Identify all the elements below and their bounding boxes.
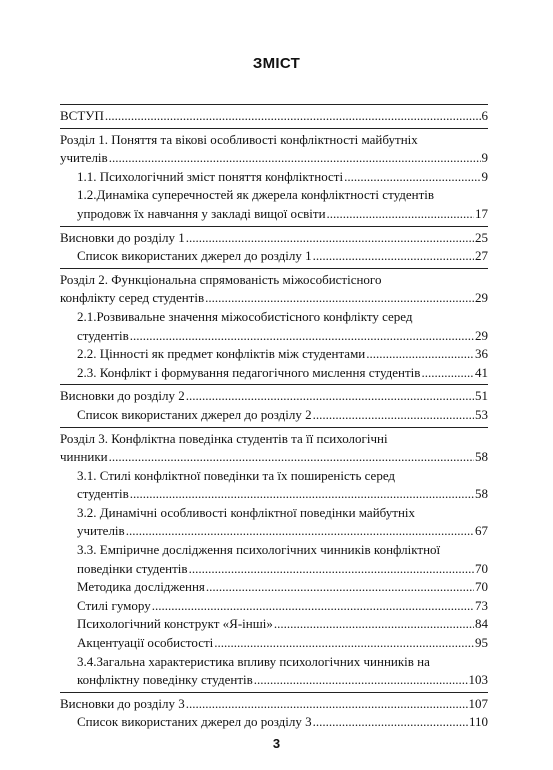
dot-leader	[313, 713, 468, 732]
dot-leader	[186, 387, 474, 406]
toc-section	[60, 268, 488, 385]
toc-entry-text: Список використаних джерел до розділу 1	[77, 248, 312, 264]
toc-entry-line	[60, 695, 488, 714]
dot-leader	[274, 615, 474, 634]
dot-leader	[214, 634, 474, 653]
table-of-contents	[60, 104, 488, 734]
toc-page-number: 17	[475, 205, 488, 221]
toc-entry-line	[60, 430, 488, 449]
toc-entry-line	[60, 671, 488, 690]
toc-page-number: 27	[475, 248, 488, 264]
toc-section	[60, 104, 488, 128]
toc-page-number: 110	[468, 714, 488, 730]
page-number: 3	[272, 736, 281, 751]
dot-leader	[186, 695, 468, 714]
toc-entry-line	[60, 578, 488, 597]
toc-entry-line	[60, 406, 488, 425]
dot-leader	[206, 578, 474, 597]
toc-entry-line	[60, 615, 488, 634]
toc-page-number: 103	[468, 672, 488, 688]
toc-section	[60, 128, 488, 226]
toc-page-number: 51	[475, 388, 488, 404]
dot-leader	[186, 229, 474, 248]
toc-entry-text: 2.3. Конфлікт і формування педагогічного мислення студентів	[77, 364, 421, 380]
toc-page-number: 84	[475, 616, 488, 632]
toc-entry-text: 3.3. Емпіричне дослідження психологічних чинників конфліктної	[77, 542, 441, 558]
toc-page-number: 29	[475, 327, 488, 343]
dot-leader	[254, 671, 468, 690]
toc-entry-line	[60, 387, 488, 406]
toc-entry-line	[60, 467, 488, 486]
toc-entry-text: 3.1. Стилі конфліктної поведінки та їх поширеність серед	[77, 467, 396, 483]
toc-entry-text: 3.2. Динамічні особливості конфліктної поведінки майбутніх	[77, 504, 416, 520]
toc-page-number: 29	[475, 290, 488, 306]
toc-entry-text: учителів	[60, 150, 108, 166]
toc-page-number: 70	[475, 579, 488, 595]
toc-page-number: 9	[481, 168, 488, 184]
toc-entry-line	[60, 653, 488, 672]
dot-leader	[152, 597, 474, 616]
toc-entry-text: Розділ 1. Поняття та вікові особливості конфліктності майбутніх	[60, 131, 418, 147]
toc-entry-line	[60, 229, 488, 248]
toc-entry-text: студентів	[77, 486, 129, 502]
toc-entry-text: конфліктну поведінку студентів	[77, 672, 253, 688]
toc-page-number: 41	[475, 364, 488, 380]
toc-entry-line	[60, 186, 488, 205]
toc-entry-line	[60, 205, 488, 224]
toc-entry-line	[60, 560, 488, 579]
toc-page-number: 67	[475, 523, 488, 539]
toc-entry-text: Висновки до розділу 2	[60, 388, 185, 404]
dot-leader	[344, 168, 480, 187]
toc-section	[60, 692, 488, 734]
dot-leader	[313, 406, 474, 425]
dot-leader	[189, 560, 474, 579]
toc-page-number: 53	[475, 406, 488, 422]
toc-entry-line	[60, 597, 488, 616]
toc-entry-text: Розділ 3. Конфліктна поведінка студентів та її психологічні	[60, 430, 388, 446]
toc-entry-text: Висновки до розділу 1	[60, 229, 185, 245]
toc-entry-line	[60, 522, 488, 541]
toc-entry-text: студентів	[77, 327, 129, 343]
toc-entry-line	[60, 107, 488, 126]
toc-page-number: 58	[475, 486, 488, 502]
toc-entry-text: чинники	[60, 449, 108, 465]
dot-leader	[421, 364, 474, 383]
toc-page-number: 9	[481, 150, 488, 166]
toc-entry-text: учителів	[77, 523, 125, 539]
toc-entry-text: Методика дослідження	[77, 579, 205, 595]
toc-entry-line	[60, 247, 488, 266]
toc-entry-text: Стилі гумору	[77, 597, 151, 613]
toc-entry-line	[60, 345, 488, 364]
toc-entry-line	[60, 308, 488, 327]
toc-entry-line	[60, 149, 488, 168]
toc-page-number: 70	[475, 560, 488, 576]
toc-section	[60, 226, 488, 268]
dot-leader	[105, 107, 481, 126]
toc-entry-line	[60, 271, 488, 290]
toc-page-number: 73	[475, 597, 488, 613]
dot-leader	[366, 345, 474, 364]
dot-leader	[205, 289, 474, 308]
toc-entry-line	[60, 504, 488, 523]
toc-page-number: 25	[475, 229, 488, 245]
dot-leader	[130, 485, 474, 504]
toc-section	[60, 384, 488, 426]
toc-entry-text: поведінки студентів	[77, 560, 188, 576]
dot-leader	[109, 448, 474, 467]
toc-entry-line	[60, 448, 488, 467]
toc-entry-text: 1.2.Динаміка суперечностей як джерела конфліктності студентів	[77, 187, 435, 203]
dot-leader	[313, 247, 474, 266]
toc-entry-text: Висновки до розділу 3	[60, 695, 185, 711]
toc-entry-text: 3.4.Загальна характеристика впливу психологічних чинників на	[77, 653, 430, 669]
toc-entry-line	[60, 541, 488, 560]
toc-entry-text: Акцентуації особистості	[77, 635, 214, 651]
toc-entry-text: Список використаних джерел до розділу 2	[77, 406, 312, 422]
dot-leader	[130, 327, 474, 346]
toc-page-number: 107	[468, 695, 488, 711]
toc-entry-line	[60, 131, 488, 150]
page-title: ЗМІСТ	[252, 55, 301, 72]
toc-entry-text: упродовж їх навчання у закладі вищої освіти	[77, 205, 326, 221]
toc-entry-line	[60, 713, 488, 732]
toc-entry-text: Список використаних джерел до розділу 3	[77, 714, 312, 730]
dot-leader	[327, 205, 474, 224]
toc-entry-text: Розділ 2. Функціональна спрямованість міжособистісного	[60, 271, 382, 287]
toc-page-number: 58	[475, 449, 488, 465]
toc-entry-line	[60, 289, 488, 308]
dot-leader	[126, 522, 474, 541]
toc-entry-line	[60, 364, 488, 383]
toc-entry-text: Психологічний конструкт «Я-інші»	[77, 616, 273, 632]
dot-leader	[109, 149, 481, 168]
toc-entry-text: 1.1. Психологічний зміст поняття конфліктності	[77, 168, 344, 184]
toc-entry-line	[60, 327, 488, 346]
toc-page-number: 36	[475, 346, 488, 362]
toc-page-number: 95	[475, 635, 488, 651]
toc-page-number: 6	[481, 108, 488, 123]
toc-entry-text: 2.1.Розвивальне значення міжособистісного конфлікту серед	[77, 308, 413, 324]
toc-section	[60, 427, 488, 692]
toc-entry-text: конфлікту серед студентів	[60, 290, 205, 306]
toc-entry-line	[60, 168, 488, 187]
toc-entry-line	[60, 485, 488, 504]
toc-entry-line	[60, 634, 488, 653]
toc-entry-text: ВСТУП	[60, 108, 104, 123]
toc-entry-text: 2.2. Цінності як предмет конфліктів між студентами	[77, 346, 366, 362]
